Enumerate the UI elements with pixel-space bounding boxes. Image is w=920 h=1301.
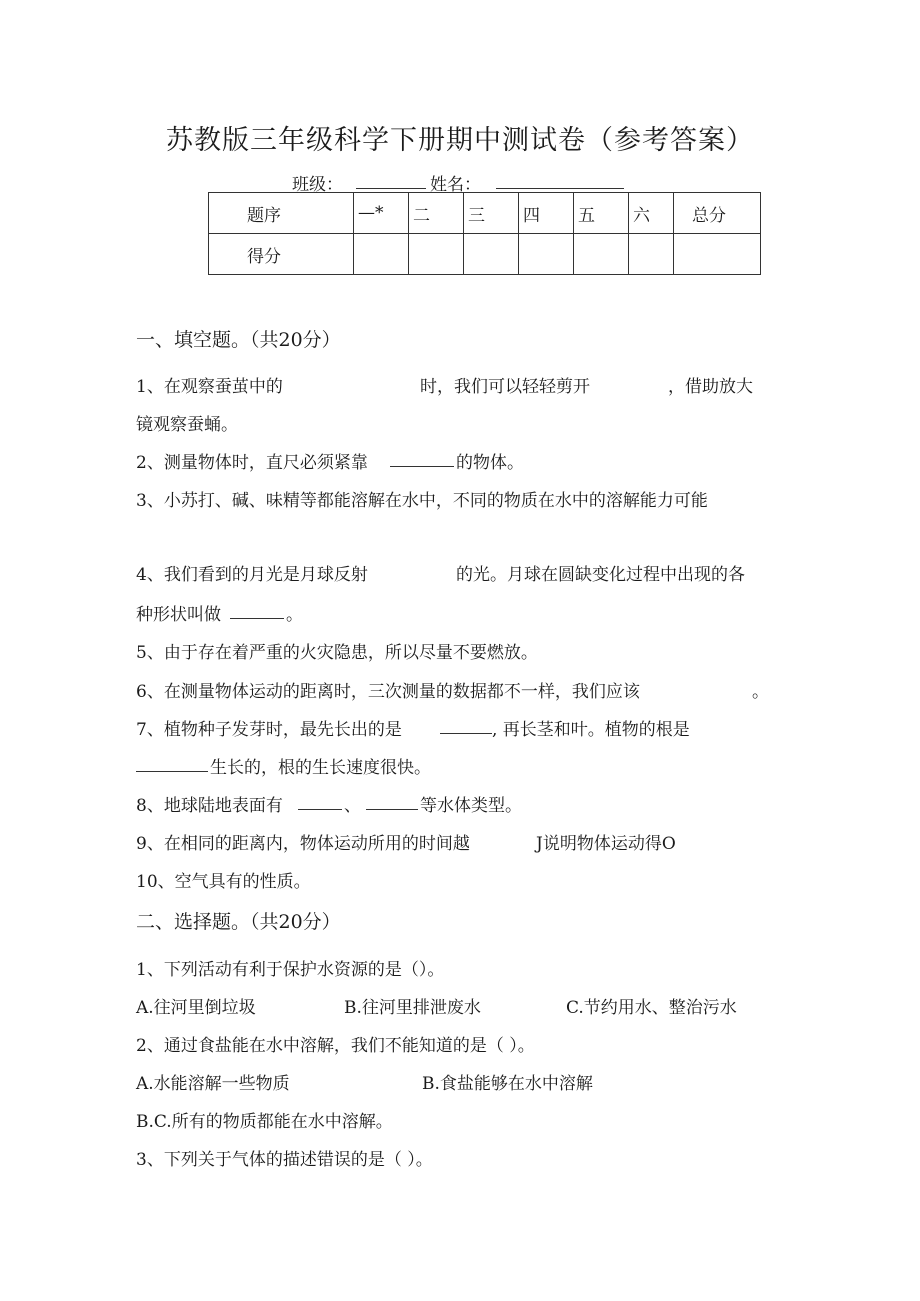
score-header-cell: 五 (574, 193, 629, 234)
score-header-cell: 六 (629, 193, 674, 234)
q1-text: 镜观察蚕蛹。 (136, 415, 238, 435)
q3-text: 3、小苏打、碱、味精等都能溶解在水中，不同的物质在水中的溶解能力可能 (136, 491, 708, 511)
q1-text: 1、在观察蚕茧中的 (136, 377, 283, 397)
q2-text: 的物体。 (456, 453, 524, 473)
mc2-option-b: B.食盐能够在水中溶解 (422, 1074, 593, 1094)
q9-text: J说明物体运动得O (536, 834, 676, 854)
q8-text: 、 (344, 796, 361, 816)
q4-blank (230, 618, 284, 619)
section2-heading: 二、选择题。（共20分） (136, 911, 341, 933)
mc2-question: 2、通过食盐能在水中溶解，我们不能知道的是（ ）。 (136, 1036, 535, 1056)
q6-text: 。 (752, 682, 769, 702)
score-cell (674, 234, 761, 275)
q4-text: 的光。月球在圆缺变化过程中出现的各 (456, 565, 745, 585)
mc1-question: 1、下列活动有利于保护水资源的是（）。 (136, 960, 445, 980)
q4-text: 种形状叫做 (136, 605, 221, 625)
score-cell (629, 234, 674, 275)
score-header-cell: 题序 (209, 193, 354, 234)
score-cell (519, 234, 574, 275)
mc1-option-c: C.节约用水、整治污水 (566, 998, 737, 1018)
q10-text: 10、空气具有的性质。 (136, 872, 311, 892)
score-header-cell: —* (354, 193, 409, 234)
q7-text: , 再长茎和叶。植物的根是 (492, 720, 690, 740)
score-cell (409, 234, 464, 275)
q7-text: 7、植物种子发芽时，最先长出的是 (136, 720, 402, 740)
q2-text: 2、测量物体时，直尺必须紧靠 (136, 453, 368, 473)
mc2-option-c: B.C.所有的物质都能在水中溶解。 (136, 1112, 393, 1132)
name-blank (496, 188, 624, 189)
q6-text: 6、在测量物体运动的距离时，三次测量的数据都不一样，我们应该 (136, 682, 640, 702)
q2-blank (390, 466, 454, 467)
name-label: 姓名： (430, 175, 481, 195)
mc3-question: 3、下列关于气体的描述错误的是（ ）。 (136, 1150, 433, 1170)
q8-text: 等水体类型。 (420, 796, 522, 816)
q5-text: 5、由于存在着严重的火灾隐患，所以尽量不要燃放。 (136, 643, 538, 663)
mc2-option-a: A.水能溶解一些物质 (136, 1074, 290, 1094)
score-row-label: 得分 (209, 234, 354, 275)
score-header-cell: 四 (519, 193, 574, 234)
q7-blank (440, 733, 492, 734)
q8-blank (366, 809, 418, 810)
score-table-score-row (209, 234, 761, 275)
score-cell (574, 234, 629, 275)
mc1-option-a: A.往河里倒垃圾 (136, 998, 256, 1018)
q8-text: 8、地球陆地表面有 (136, 796, 283, 816)
q4-text: 4、我们看到的月光是月球反射 (136, 565, 368, 585)
section1-heading: 一、填空题。（共20分） (136, 329, 341, 351)
q8-blank (298, 809, 342, 810)
q1-text: 时，我们可以轻轻剪开 (420, 377, 590, 397)
class-label: 班级： (292, 175, 343, 195)
score-cell (354, 234, 409, 275)
class-blank (356, 188, 426, 189)
page-title: 苏教版三年级科学下册期中测试卷（参考答案） (166, 125, 754, 156)
score-table-header-row (209, 193, 761, 234)
score-header-cell: 总分 (674, 193, 761, 234)
q9-text: 9、在相同的距离内，物体运动所用的时间越 (136, 834, 470, 854)
q7-blank (136, 771, 208, 772)
q1-text: ，借助放大 (668, 377, 753, 397)
q7-text: 生长的，根的生长速度很快。 (210, 758, 431, 778)
mc1-option-b: B.往河里排泄废水 (344, 998, 481, 1018)
score-header-cell: 二 (409, 193, 464, 234)
score-cell (464, 234, 519, 275)
score-table (208, 192, 761, 275)
q4-text: 。 (286, 605, 303, 625)
score-header-cell: 三 (464, 193, 519, 234)
